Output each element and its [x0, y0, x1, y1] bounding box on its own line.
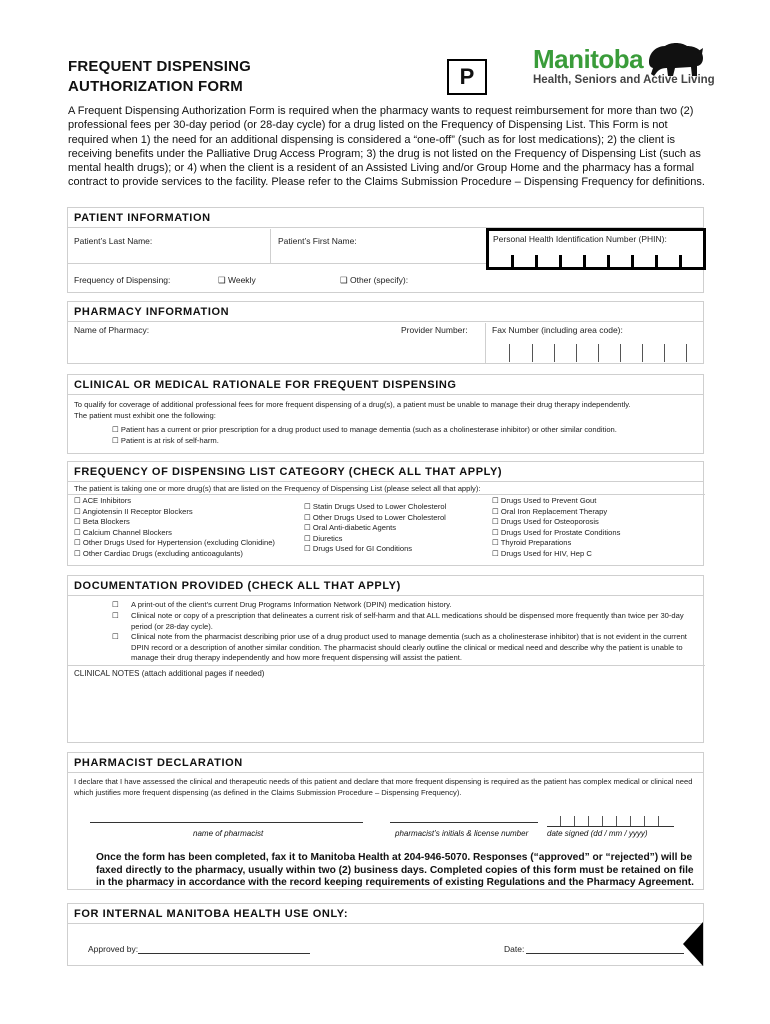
phin-label: Personal Health Identification Number (PHIN):	[493, 234, 667, 244]
phin-field[interactable]	[486, 228, 706, 270]
patient-last-name-field[interactable]: Patient’s Last Name:	[74, 236, 153, 246]
weekly-checkbox[interactable]	[218, 275, 256, 286]
provider-number-field[interactable]: Provider Number:	[401, 325, 468, 335]
clinical-rationale-heading: CLINICAL OR MEDICAL RATIONALE FOR FREQUENT DISPENSING	[68, 375, 703, 395]
gout-drugs-checkbox[interactable]: ☐ Drugs Used to Prevent Gout	[492, 496, 597, 505]
anti-diabetic-checkbox[interactable]: ☐ Oral Anti-diabetic Agents	[304, 523, 397, 533]
bison-logo-icon	[645, 40, 707, 78]
internal-date-field[interactable]	[526, 953, 684, 954]
thyroid-preparations-checkbox[interactable]: ☐ Thyroid Preparations	[492, 538, 572, 548]
category-intro: The patient is taking one or more drug(s) that are listed on the Frequency of Dispensing List (please select all that apply):	[74, 484, 481, 493]
pharmacist-initials-label: pharmacist’s initials & license number	[395, 829, 529, 838]
pharmacist-name-line[interactable]	[90, 822, 363, 823]
pharmacy-name-field[interactable]: Name of Pharmacy:	[74, 325, 150, 335]
internal-use-heading: FOR INTERNAL MANITOBA HEALTH USE ONLY:	[68, 904, 703, 924]
documentation-section	[67, 575, 704, 743]
declaration-heading: PHARMACIST DECLARATION	[68, 753, 703, 773]
category-column-2	[304, 502, 446, 555]
self-harm-checkbox[interactable]: ☐ Patient is at risk of self-harm.	[112, 436, 219, 445]
ace-inhibitors-checkbox[interactable]: ☐ ACE Inhibitors	[74, 496, 132, 505]
dementia-checkbox[interactable]: ☐ Patient has a current or prior prescription for a drug product used to manage dementia (such as a cholinesterase inhibitor) or other similar condition.	[112, 425, 617, 434]
category-column-1	[74, 496, 275, 560]
prostate-drugs-checkbox[interactable]: ☐ Drugs Used for Prostate Conditions	[492, 527, 621, 537]
clinical-rationale-section	[67, 374, 704, 454]
beta-blockers-checkbox[interactable]: ☐ Beta Blockers	[74, 517, 130, 527]
self-harm-note-checkbox[interactable]: ☐	[112, 611, 119, 620]
intro-paragraph: A Frequent Dispensing Authorization Form is required when the pharmacy wants to request reimbursement for more than two (2) professional fees per 30-day period (or 28-day cycle) for a drug listed on the Frequency of Dispensing List. This Form is not required when 1) the need for an additional dispensing is considered a “one-off” (such as for lost medications); 2) the client is receiving benefits under the Palliative Drug Access Program; 3) the drug is not listed on the Frequency of Dispensing List (such as mental health drugs); or 4) when the client is a resident of an Assisted Living and/or Group Home and the pharmacy has a formal contract to provide services to the facility. Please refer to the Claims Submission Procedure – Dispensing Frequency for definitions.	[68, 105, 705, 189]
pharmacist-initials-line[interactable]	[390, 822, 538, 823]
dpin-printout-label: A print-out of the client’s current Drug Programs Information Network (DPIN) medication history.	[131, 600, 452, 609]
fax-instructions: Once the form has been completed, fax it to Manitoba Health at 204-946-5070. Responses (“approved” or “rejected”) will be faxed directly to the pharmacy, usually within two (2) business days. Completed copies of this form must be retained on file in the pharmacy in accordance with the record keeping requirements of existing Regulations and the Pharmacy Agreement.	[96, 852, 695, 888]
other-checkbox[interactable]	[340, 275, 408, 286]
statin-drugs-checkbox[interactable]: ☐ Statin Drugs Used to Lower Cholesterol	[304, 502, 447, 511]
corner-marker-icon	[683, 922, 703, 966]
form-title-line2: AUTHORIZATION FORM	[68, 78, 243, 95]
manitoba-logo-word: Manitoba	[533, 44, 644, 74]
gi-drugs-checkbox[interactable]: ☐ Drugs Used for GI Conditions	[304, 544, 413, 554]
hypertension-drugs-checkbox[interactable]: ☐ Other Drugs Used for Hypertension (excluding Clonidine)	[74, 538, 275, 548]
ministry-name: Health, Seniors and Active Living	[533, 74, 715, 86]
self-harm-note-label: Clinical note or copy of a prescription that delineates a current risk of self-harm and that ALL medications should be dispensed more frequently than twice per 30-day period (or 28-day cycle).	[131, 611, 684, 631]
date-signed-label: date signed (dd / mm / yyyy)	[547, 829, 648, 838]
clinical-notes-field[interactable]: CLINICAL NOTES (attach additional pages if needed)	[74, 669, 265, 678]
dpin-printout-checkbox[interactable]: ☐	[112, 600, 119, 609]
other-label: Other (specify):	[349, 275, 409, 285]
hiv-hepc-drugs-checkbox[interactable]: ☐ Drugs Used for HIV, Hep C	[492, 548, 592, 558]
checkbox-icon: ❑	[340, 275, 350, 285]
patient-first-name-field[interactable]: Patient’s First Name:	[278, 236, 357, 246]
approved-by-label: Approved by:	[88, 944, 139, 954]
cholesterol-drugs-checkbox[interactable]: ☐ Other Drugs Used to Lower Cholesterol	[304, 512, 446, 522]
declaration-section	[67, 752, 704, 890]
angiotensin-blockers-checkbox[interactable]: ☐ Angiotensin II Receptor Blockers	[74, 506, 193, 516]
cardiac-drugs-checkbox[interactable]: ☐ Other Cardiac Drugs (excluding anticoagulants)	[74, 548, 243, 558]
osteoporosis-drugs-checkbox[interactable]: ☐ Drugs Used for Osteoporosis	[492, 517, 599, 527]
pharmacy-information-heading: PHARMACY INFORMATION	[68, 302, 703, 322]
weekly-label: Weekly	[227, 275, 256, 285]
category-section	[67, 461, 704, 566]
clinical-rationale-line1: To qualify for coverage of additional professional fees for more frequent dispensing of a drug(s), a patient must be unable to manage their drug therapy independently.	[74, 400, 631, 409]
frequency-of-dispensing-label: Frequency of Dispensing:	[74, 275, 171, 285]
clinical-rationale-text	[74, 400, 699, 421]
approved-by-field[interactable]	[138, 953, 310, 954]
declaration-text: I declare that I have assessed the clinical and therapeutic needs of this patient and declare that more frequent dispensing is required as the patient has complex medical or clinical need which justifies more frequent dispensing (as defined in the Claims Submission Procedure – Dispensing Frequency).	[74, 777, 693, 797]
form-title-line1: FREQUENT DISPENSING	[68, 58, 251, 75]
clinical-rationale-line2: The patient must exhibit one the following:	[74, 410, 216, 420]
form-letter-box: P	[447, 59, 487, 95]
documentation-heading: DOCUMENTATION PROVIDED (CHECK ALL THAT APPLY)	[68, 576, 703, 596]
diuretics-checkbox[interactable]: ☐ Diuretics	[304, 533, 343, 543]
form-title	[68, 57, 251, 97]
patient-information-heading: PATIENT INFORMATION	[68, 208, 703, 228]
fax-number-label: Fax Number (including area code):	[492, 325, 623, 335]
pharmacy-information-section	[67, 301, 704, 364]
dementia-note-label: Clinical note from the pharmacist describing prior use of a drug product used to manage dementia (such as a cholinesterase inhibitor) that is not evident in the current DPIN record or a description of another similar condition. The pharmacist should clearly outline the clinical or medical need and describe why the patient is unable to manage their drug therapy independently and how more frequent dispensing will assist the patient.	[131, 632, 687, 663]
category-heading: FREQUENCY OF DISPENSING LIST CATEGORY (CHECK ALL THAT APPLY)	[68, 462, 703, 482]
category-column-3	[492, 496, 620, 560]
internal-use-section	[67, 903, 704, 966]
calcium-channel-blockers-checkbox[interactable]: ☐ Calcium Channel Blockers	[74, 527, 172, 537]
internal-date-label: Date:	[504, 944, 525, 954]
iron-therapy-checkbox[interactable]: ☐ Oral Iron Replacement Therapy	[492, 506, 608, 516]
pharmacist-name-label: name of pharmacist	[193, 829, 264, 838]
checkbox-icon: ❑	[218, 275, 228, 285]
dementia-note-checkbox[interactable]: ☐	[112, 632, 119, 641]
